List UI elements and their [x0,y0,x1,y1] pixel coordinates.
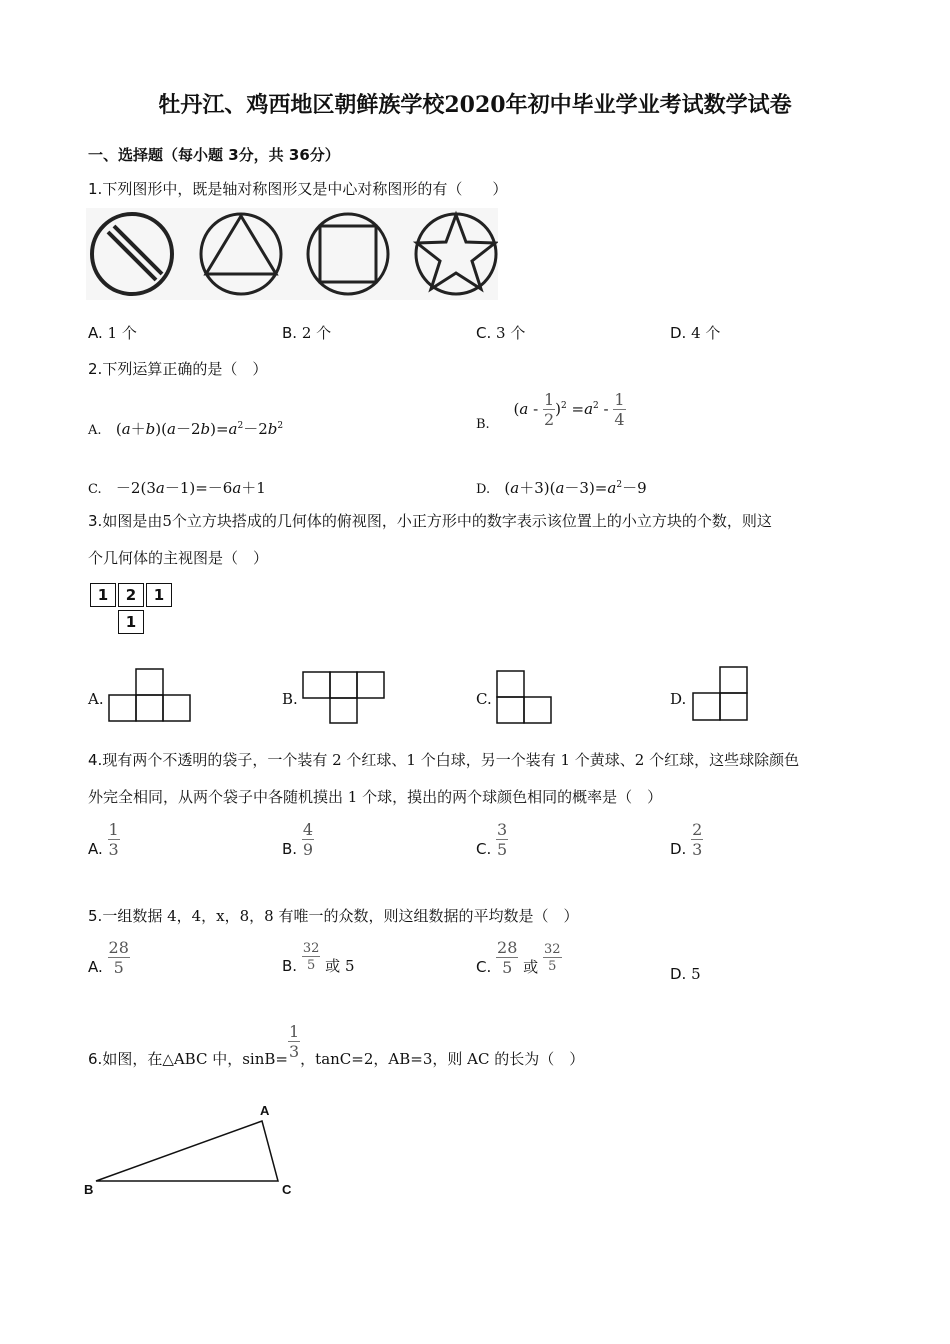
question-4: 4.现有两个不透明的袋子，一个装有 2 个红球、1 个白球，另一个装有 1 个黄球、2 个红球，这些球除颜色 [88,751,800,769]
q5-option-a[interactable]: A. $\frac{28}{5}$ [88,938,129,977]
q3-option-c-figure [496,669,554,725]
question-5: 5.一组数据 4，4，x，8，8 有唯一的众数，则这组数据的平均数是（ ） [88,907,579,925]
q3-option-b-figure [302,671,388,725]
q3-option-b-label[interactable]: B. [282,690,298,708]
q4-option-c[interactable]: C. $\frac{3}{5}$ [476,820,508,859]
q2-option-d[interactable]: D. $(a+3)(a-3)=a^2-9$ [476,479,647,497]
question-3: 3.如图是由5个立方块搭成的几何体的俯视图，小正方形中的数字表示该位置上的小立方块的个数，则这 [88,512,772,530]
q1-option-a[interactable]: A. 1 个 [88,324,137,342]
q1-figures [86,208,498,300]
q5-option-c[interactable]: C. $\frac{28}{5}$ 或 $\frac{32}{5}$ [476,938,561,977]
grid-cell: 1 [118,610,144,634]
question-2: 2.下列运算正确的是（ ） [88,360,268,378]
vertex-a-label: A [260,1103,270,1118]
vertex-b-label: B [84,1182,94,1197]
triangle-abc-figure [80,1098,300,1202]
q3-option-a-label[interactable]: A. [88,690,104,708]
question-1 [88,178,507,199]
q3-option-c-label[interactable]: C. [476,690,492,708]
q4-option-d[interactable]: D. $\frac{2}{3}$ [670,820,703,859]
grid-cell: 2 [118,583,144,607]
q2-option-b[interactable]: B. (a - $\frac{1}{2}$ )$^2 =a^2$ - $\frac{1}{4}$ [476,390,625,432]
q2-option-a[interactable]: A. $(a+b)(a-2b)=a^2-2b^2$ [88,420,284,438]
grid-cell: 1 [90,583,116,607]
question-text: 下列图形中，既是轴对称图形又是中心对称图形的有（ ） [102,180,508,198]
exam-title: 牡丹江、鸡西地区朝鲜族学校2020年初中毕业学业考试数学试卷 [158,92,792,118]
question-3-line2: 个几何体的主视图是（ ） [88,549,269,567]
q3-option-d-label[interactable]: D. [670,690,687,708]
triangle-abc [96,1121,278,1181]
section-heading: 一、选择题（每小题 3分，共 36分） [88,146,340,164]
q3-option-a-figure [108,667,194,723]
vertex-c-label: C [282,1182,292,1197]
q4-option-b[interactable]: B. $\frac{4}{9}$ [282,820,314,859]
q1-option-c[interactable]: C. 3 个 [476,324,526,342]
question-4-line2: 外完全相同，从两个袋子中各随机摸出 1 个球，摸出的两个球颜色相同的概率是（ ） [88,788,663,806]
q5-option-b[interactable]: B. $\frac{32}{5}$ 或 5 [282,941,355,975]
q3-option-d-figure [692,665,750,723]
q1-option-d[interactable]: D. 4 个 [670,324,721,342]
q4-option-a[interactable]: A. $\frac{1}{3}$ [88,820,119,859]
q2-option-c[interactable]: C. －2(3a－1)=－6a＋1 [88,479,266,497]
q5-option-d[interactable]: D. 5 [670,965,701,983]
question-number: 1. [88,180,103,198]
grid-cell: 1 [146,583,172,607]
question-6: 6.如图，在△ABC 中，sinB= $\frac{1}{3}$ ，tanC=2，AB=3，则 AC 的长为（ ） [88,1022,585,1068]
q1-option-b[interactable]: B. 2 个 [282,324,332,342]
